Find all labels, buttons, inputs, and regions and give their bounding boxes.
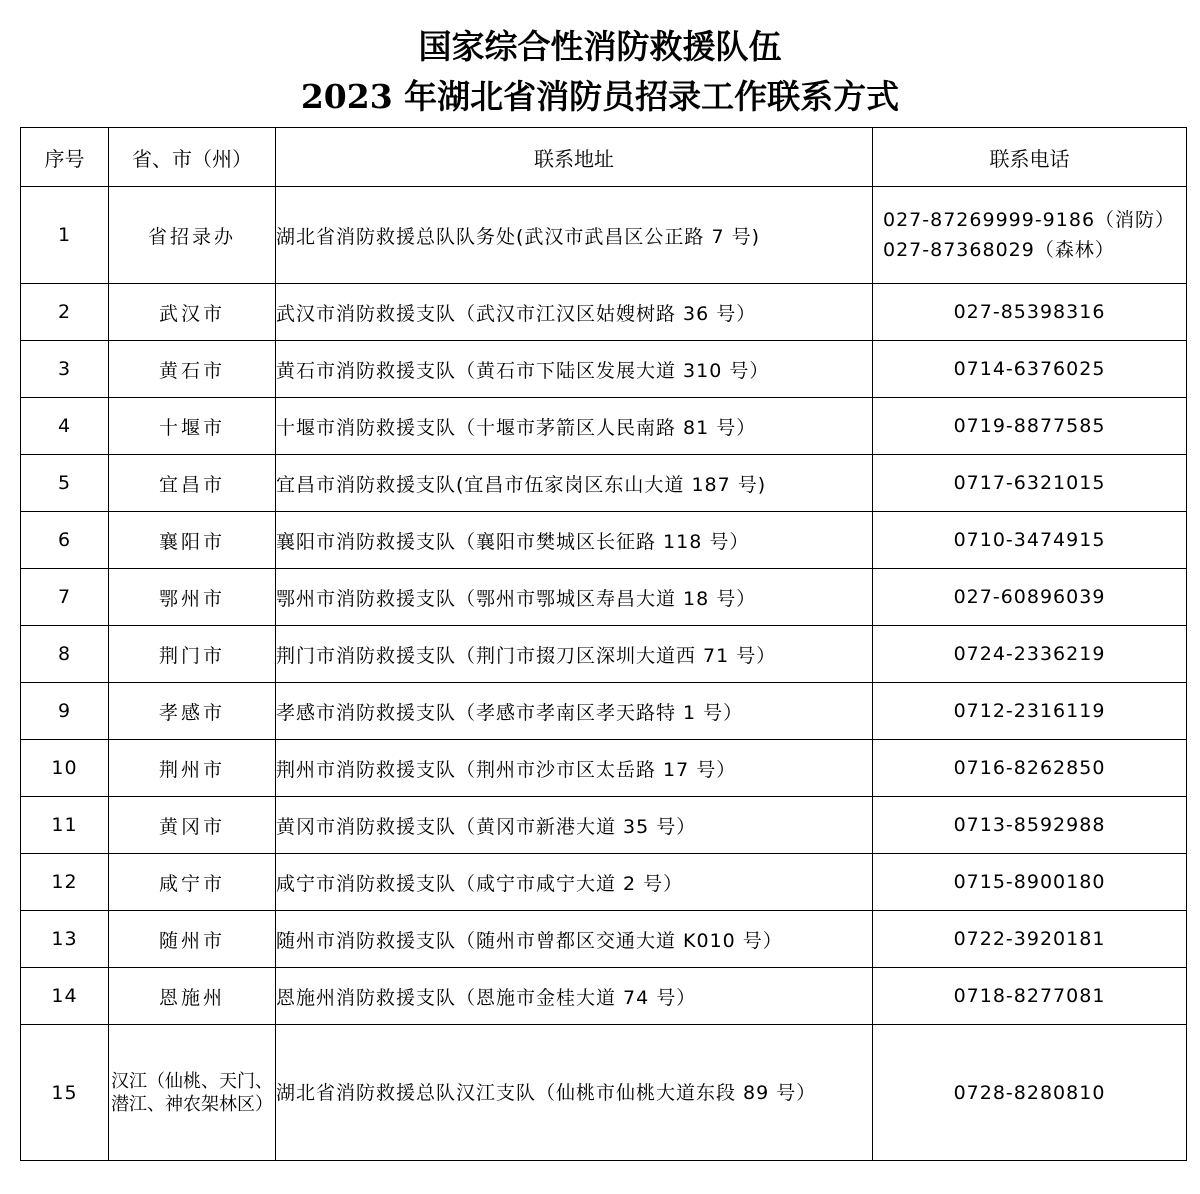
row-region: 襄阳市 xyxy=(109,512,276,569)
row-region: 汉江（仙桃、天门、潜江、神农架林区） xyxy=(109,1025,276,1161)
row-address: 宜昌市消防救援支队(宜昌市伍家岗区东山大道 187 号) xyxy=(276,455,873,512)
row-phone: 0714-6376025 xyxy=(873,341,1187,398)
table-row xyxy=(21,797,1187,854)
row-index: 13 xyxy=(21,911,109,968)
table-row xyxy=(21,512,1187,569)
table-row xyxy=(21,968,1187,1025)
row-region: 黄石市 xyxy=(109,341,276,398)
row-address: 咸宁市消防救援支队（咸宁市咸宁大道 2 号） xyxy=(276,854,873,911)
row-phone: 0710-3474915 xyxy=(873,512,1187,569)
title-line-1: 国家综合性消防救援队伍 xyxy=(418,27,782,66)
title-line-2: 2023 年湖北省消防员招录工作联系方式 xyxy=(300,77,900,116)
row-phone: 0718-8277081 xyxy=(873,968,1187,1025)
row-index: 12 xyxy=(21,854,109,911)
phone-forest: 027-87368029（森林） xyxy=(883,239,1115,261)
header-phone: 联系电话 xyxy=(873,128,1187,187)
row-address: 武汉市消防救援支队（武汉市江汉区姑嫂树路 36 号） xyxy=(276,284,873,341)
row-phone: 0717-6321015 xyxy=(873,455,1187,512)
row-address: 黄冈市消防救援支队（黄冈市新港大道 35 号） xyxy=(276,797,873,854)
table-row xyxy=(21,569,1187,626)
phone-fire: 027-87269999-9186（消防） xyxy=(883,209,1176,231)
row-phone: 0713-8592988 xyxy=(873,797,1187,854)
row-phone: 027-60896039 xyxy=(873,569,1187,626)
row-address: 荆门市消防救援支队（荆门市掇刀区深圳大道西 71 号） xyxy=(276,626,873,683)
row-address: 荆州市消防救援支队（荆州市沙市区太岳路 17 号） xyxy=(276,740,873,797)
table-header-row xyxy=(21,128,1187,187)
row-phone: 0722-3920181 xyxy=(873,911,1187,968)
row-index: 3 xyxy=(21,341,109,398)
row-region: 孝感市 xyxy=(109,683,276,740)
header-index: 序号 xyxy=(21,128,109,187)
row-region: 咸宁市 xyxy=(109,854,276,911)
row-region: 荆门市 xyxy=(109,626,276,683)
header-region: 省、市（州） xyxy=(109,128,276,187)
row-region: 随州市 xyxy=(109,911,276,968)
table-row xyxy=(21,626,1187,683)
row-index: 2 xyxy=(21,284,109,341)
row-index: 11 xyxy=(21,797,109,854)
row-index: 9 xyxy=(21,683,109,740)
row-address: 湖北省消防救援总队队务处(武汉市武昌区公正路 7 号) xyxy=(276,187,873,284)
row-index: 8 xyxy=(21,626,109,683)
document-title xyxy=(0,22,1200,122)
row-address: 随州市消防救援支队（随州市曾都区交通大道 K010 号） xyxy=(276,911,873,968)
row-phone: 0724-2336219 xyxy=(873,626,1187,683)
row-phone: 0715-8900180 xyxy=(873,854,1187,911)
row-phone: 0719-8877585 xyxy=(873,398,1187,455)
table-row xyxy=(21,455,1187,512)
row-index: 1 xyxy=(21,187,109,284)
row-index: 4 xyxy=(21,398,109,455)
row-index: 15 xyxy=(21,1025,109,1161)
row-phone: 0728-8280810 xyxy=(873,1025,1187,1161)
row-phone: 0716-8262850 xyxy=(873,740,1187,797)
row-region: 鄂州市 xyxy=(109,569,276,626)
row-region: 宜昌市 xyxy=(109,455,276,512)
contacts-table xyxy=(20,127,1187,1161)
row-index: 6 xyxy=(21,512,109,569)
row-address: 恩施州消防救援支队（恩施市金桂大道 74 号） xyxy=(276,968,873,1025)
row-index: 7 xyxy=(21,569,109,626)
row-address: 襄阳市消防救援支队（襄阳市樊城区长征路 118 号） xyxy=(276,512,873,569)
row-address: 鄂州市消防救援支队（鄂州市鄂城区寿昌大道 18 号） xyxy=(276,569,873,626)
table-row xyxy=(21,683,1187,740)
table-row xyxy=(21,398,1187,455)
row-region: 黄冈市 xyxy=(109,797,276,854)
row-index: 10 xyxy=(21,740,109,797)
row-address: 湖北省消防救援总队汉江支队（仙桃市仙桃大道东段 89 号） xyxy=(276,1025,873,1161)
table-row xyxy=(21,187,1187,284)
row-index: 5 xyxy=(21,455,109,512)
header-address: 联系地址 xyxy=(276,128,873,187)
row-phone: 027-85398316 xyxy=(873,284,1187,341)
row-phone xyxy=(873,187,1187,284)
row-address: 十堰市消防救援支队（十堰市茅箭区人民南路 81 号） xyxy=(276,398,873,455)
row-region: 省招录办 xyxy=(109,187,276,284)
row-region: 武汉市 xyxy=(109,284,276,341)
table-row xyxy=(21,911,1187,968)
table-row xyxy=(21,854,1187,911)
row-region: 荆州市 xyxy=(109,740,276,797)
table-row xyxy=(21,341,1187,398)
row-address: 黄石市消防救援支队（黄石市下陆区发展大道 310 号） xyxy=(276,341,873,398)
row-phone: 0712-2316119 xyxy=(873,683,1187,740)
table-row xyxy=(21,284,1187,341)
table-row xyxy=(21,740,1187,797)
row-region: 十堰市 xyxy=(109,398,276,455)
row-index: 14 xyxy=(21,968,109,1025)
table-row xyxy=(21,1025,1187,1161)
row-address: 孝感市消防救援支队（孝感市孝南区孝天路特 1 号） xyxy=(276,683,873,740)
row-region: 恩施州 xyxy=(109,968,276,1025)
